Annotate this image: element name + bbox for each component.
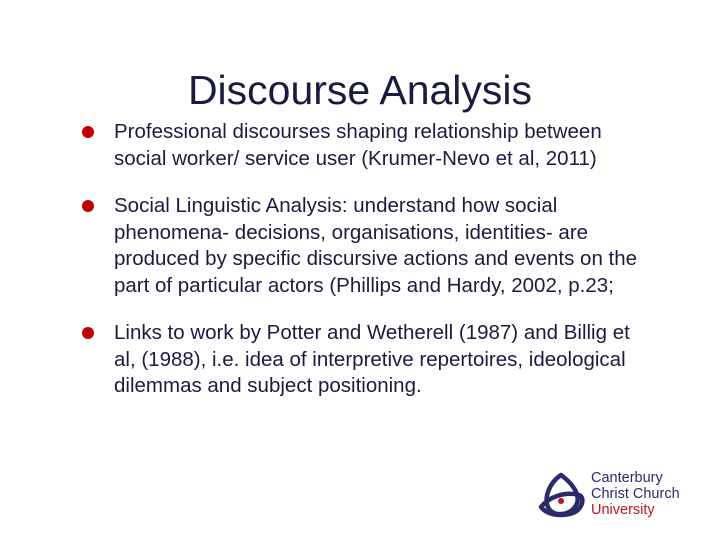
logo-line-1: Canterbury (591, 470, 663, 486)
list-item (82, 119, 642, 172)
logo-text (591, 470, 680, 518)
list-item (82, 320, 642, 400)
university-logo (535, 467, 695, 523)
list-item (82, 193, 642, 299)
slide-title: Discourse Analysis (187, 67, 533, 113)
bullet-dot-icon (82, 126, 94, 138)
bullet-dot-icon (82, 327, 94, 339)
bullet-list (82, 119, 642, 421)
bullet-text: Professional discourses shaping relationship between social worker/ service user (Krumer-Nevo et al, 2011) (114, 120, 602, 170)
bullet-text: Links to work by Potter and Wetherell (1987) and Billig et al, (1988), i.e. idea of interpretive repertoires, ideological dilemmas and subject positioning. (114, 321, 630, 397)
bullet-dot-icon (82, 200, 94, 212)
logo-line-2: Christ Church (591, 486, 680, 502)
canterbury-knot-icon (535, 469, 587, 519)
logo-line-3: University (591, 502, 655, 518)
bullet-text: Social Linguistic Analysis: understand how social phenomena- decisions, organisations, identities- are produced by specific discursive actions and events on the part of particular actors (Phillips and Hardy, 2002, p.23; (114, 194, 638, 297)
